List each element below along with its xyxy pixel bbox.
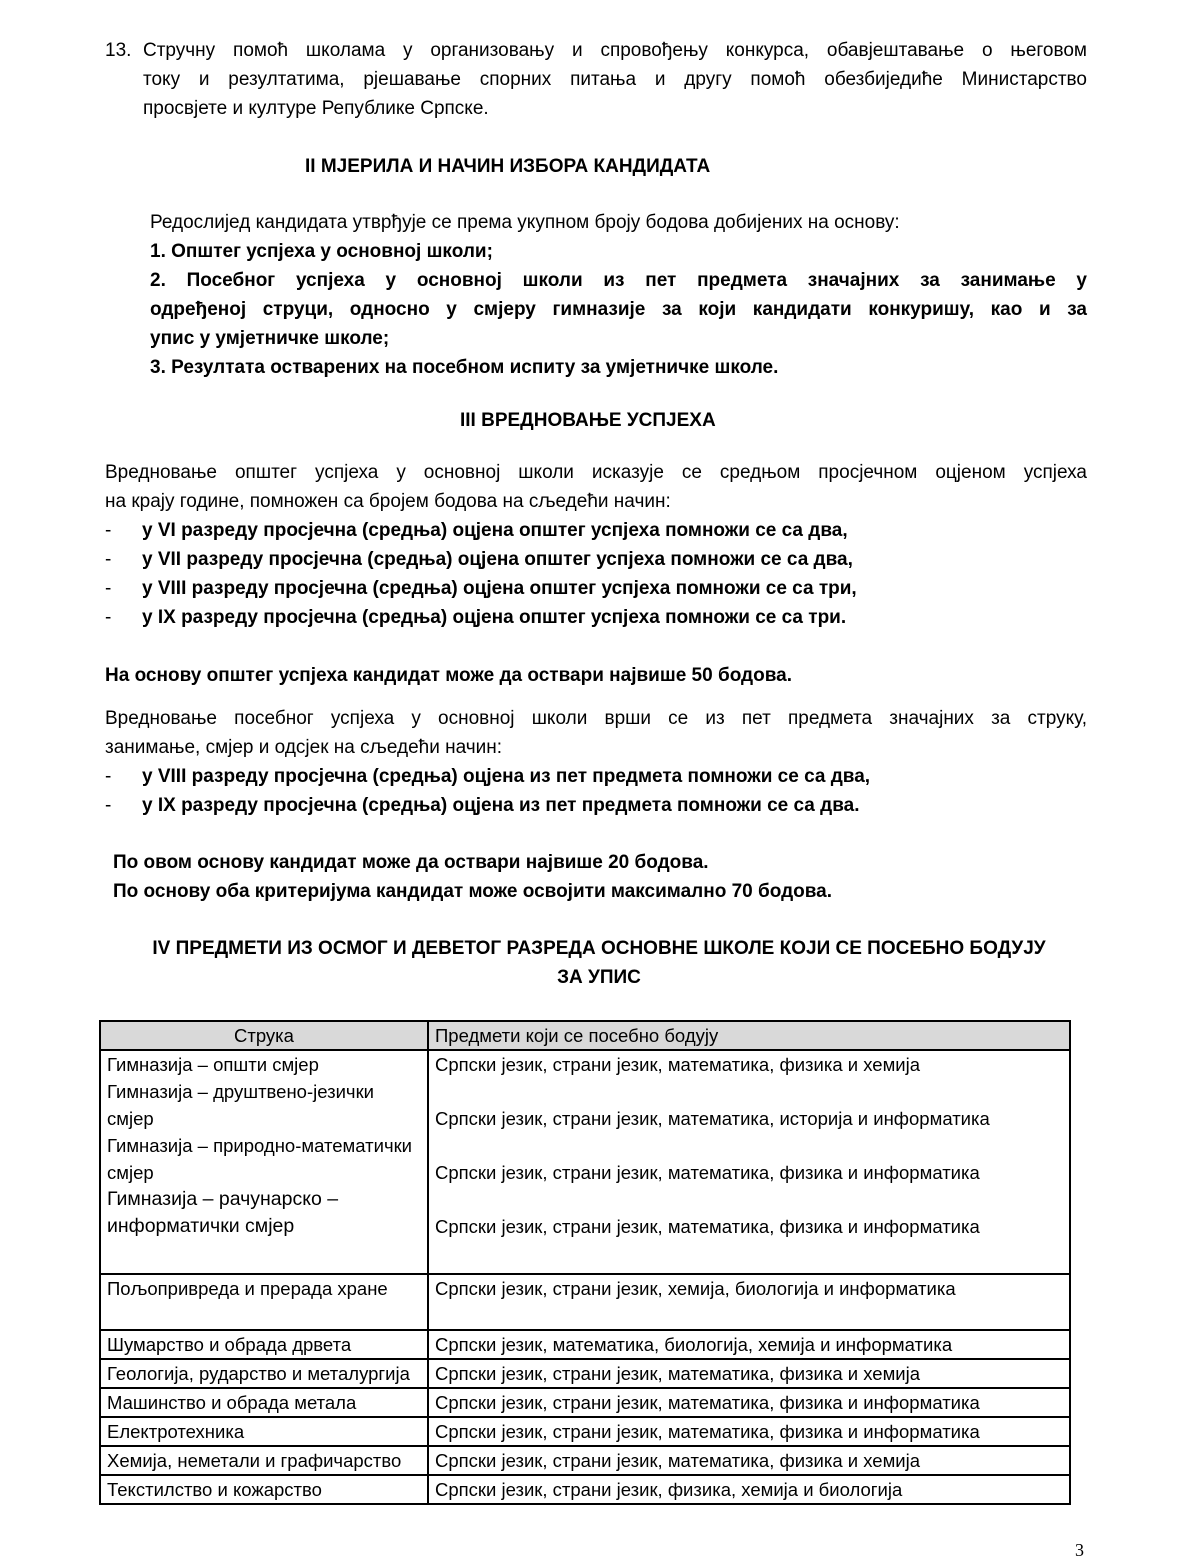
table-cell-field: Гимназија – рачунарско – информатички смјер	[107, 1188, 339, 1237]
criterion-3: 3. Резултата остварених на посебном испиту за умјетничке школе.	[150, 357, 779, 378]
criterion-1: 1. Општег успјеха у основној школи;	[150, 241, 493, 262]
table-cell-subjects: Српски језик, страни језик, математика, физика и информатика	[435, 1216, 980, 1237]
section-2-intro: Редослијед кандидата утврђује се према укупном броју бодова добијених на основу:	[150, 212, 900, 233]
table-cell-field: Хемија, неметали и графичарство	[100, 1446, 428, 1475]
table-row	[100, 1446, 1070, 1475]
table-header-field: Струка	[100, 1021, 428, 1050]
table-cell-field: Текстилство и кожарство	[100, 1475, 428, 1504]
item-13-line-3: просвјете и културе Републике Српске.	[143, 98, 489, 119]
table-row	[100, 1330, 1070, 1359]
table-cell-subjects: Српски језик, страни језик, математика, историја и информатика	[435, 1108, 990, 1129]
table-cell-field: Гимназија – општи смјер	[107, 1054, 319, 1075]
section-4-title-line-2: ЗА УПИС	[557, 967, 641, 988]
table-cell-subjects: Српски језик, страни језик, математика, физика и хемија	[435, 1054, 921, 1075]
general-success-line-1: Вредновање општег успјеха у основној школи исказује се средњом просјечном оцјеном успјеха	[105, 462, 1087, 483]
table-cell-subjects: Српски језик, страни језик, математика, физика и информатика	[428, 1388, 1070, 1417]
table-cell-subjects: Српски језик, страни језик, хемија, биологија и информатика	[428, 1274, 1070, 1330]
section-4-title-line-1: IV ПРЕДМЕТИ ИЗ ОСМОГ И ДЕВЕТОГ РАЗРЕДА ОСНОВНЕ ШКОЛЕ КОЈИ СЕ ПОСЕБНО БОДУЈУ	[152, 938, 1046, 959]
table-cell-field: Пољопривреда и прерада хране	[100, 1274, 428, 1330]
table-cell-field: Геологија, рударство и металургија	[100, 1359, 428, 1388]
item-13-number: 13.	[105, 40, 132, 61]
table-cell-subjects: Српски језик, страни језик, математика, физика и информатика	[435, 1162, 980, 1183]
gymnasium-fields-cell	[100, 1050, 428, 1274]
table-row	[100, 1417, 1070, 1446]
table-cell-subjects: Српски језик, страни језик, математика, физика и хемија	[428, 1446, 1070, 1475]
page-number: 3	[1075, 1540, 1084, 1560]
table-header-row	[100, 1021, 1070, 1050]
subjects-table	[99, 1020, 1071, 1505]
general-max-points: На основу општег успјеха кандидат може да оствари највише 50 бодова.	[105, 665, 792, 686]
special-success-line-1: Вредновање посебног успјеха у основној школи врши се из пет предмета значајних за струку,	[105, 708, 1087, 729]
table-cell-field: Шумарство и обрада дрвета	[100, 1330, 428, 1359]
table-row-gymnasium	[100, 1050, 1070, 1274]
criterion-2-line-2: одређеној струци, односно у смјеру гимназије за који кандидати конкуришу, као и за	[150, 299, 1087, 320]
table-row	[100, 1388, 1070, 1417]
table-cell-field: Електротехника	[100, 1417, 428, 1446]
total-max-points: По основу оба критеријума кандидат може освојити максимално 70 бодова.	[113, 881, 833, 902]
table-row	[100, 1475, 1070, 1504]
special-max-points: По овом основу кандидат може да оствари највише 20 бодова.	[113, 852, 709, 873]
item-13-line-2: току и резултатима, рјешавање спорних питања и другу помоћ обезбиједиће Министарство	[143, 69, 1087, 90]
section-3-title: III ВРЕДНОВАЊЕ УСПЈЕХА	[460, 410, 716, 431]
general-success-line-2: на крају године, помножен са бројем бодова на сљедећи начин:	[105, 491, 671, 512]
table-cell-subjects: Српски језик, страни језик, математика, физика и информатика	[428, 1417, 1070, 1446]
table-cell-field: Машинство и обрада метала	[100, 1388, 428, 1417]
table-cell-field: Гимназија – друштвено-језички смјер	[107, 1081, 375, 1129]
table-cell-subjects: Српски језик, страни језик, физика, хемија и биологија	[428, 1475, 1070, 1504]
table-header-subjects: Предмети који се посебно бодују	[428, 1021, 1070, 1050]
table-cell-subjects: Српски језик, математика, биологија, хемија и информатика	[428, 1330, 1070, 1359]
special-success-line-2: занимање, смјер и одсјек на сљедећи начин:	[105, 737, 503, 758]
criterion-2-line-3: упис у умјетничке школе;	[150, 328, 390, 349]
gymnasium-subjects-cell	[428, 1050, 1070, 1274]
table-cell-field: Гимназија – природно-математички смјер	[107, 1135, 413, 1183]
table-row	[100, 1359, 1070, 1388]
criterion-2-line-1: 2. Посебног успјеха у основној школи из пет предмета значајних за занимање у	[150, 270, 1087, 291]
table-cell-subjects: Српски језик, страни језик, математика, физика и хемија	[428, 1359, 1070, 1388]
section-2-title: II МЈЕРИЛА И НАЧИН ИЗБОРА КАНДИДАТА	[305, 156, 711, 177]
table-row	[100, 1274, 1070, 1330]
item-13-line-1: Стручну помоћ школама у организовању и спровођењу конкурса, обавјештавање о његовом	[143, 40, 1087, 61]
